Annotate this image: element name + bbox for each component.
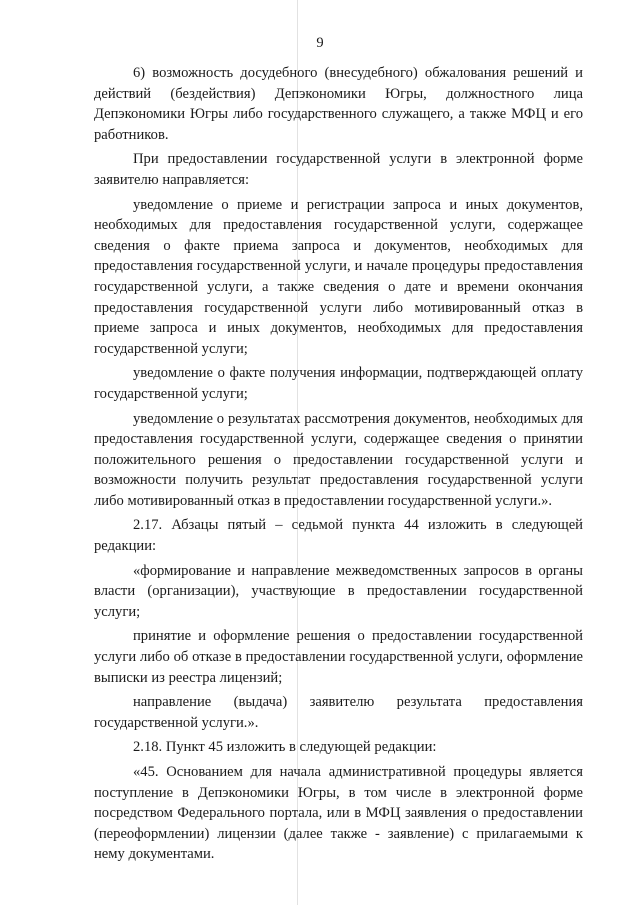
paragraph-clause-45: «45. Основанием для начала административной процедуры является поступление в Депэкономики Югры, в том числе в электронной форме посредством Федерального портала, или в МФЦ заявления о предоставлении (переоформлении) лицензии (далее также - заявление) с прилагаемыми к нему документами. (94, 764, 583, 863)
paragraph-notification-receipt: уведомление о приеме и регистрации запроса и иных документов, необходимых для предоставления государственной услуги, содержащее сведения о факте приема запроса и документов, необходимых для предоставления государственной услуги, и начале процедуры предоставления государственной услуги, а также сведения о дате и времени окончания предоставления государственной услуги либо мотивированный отказ в приеме запроса и иных документов, необходимых для предоставления государственной услуги; (94, 196, 583, 357)
document-body (94, 63, 583, 865)
paragraph-amendment-2-18: 2.18. Пункт 45 изложить в следующей редакции: (133, 739, 437, 756)
paragraph-notification-results: уведомление о результатах рассмотрения документов, необходимых для предоставления государственной услуги, содержащее сведения о принятии положительного решения о предоставлении государственной услуги и возможности получить результат предоставления государственной услуги либо мотивированный отказ в предоставлении государственной услуги.». (94, 410, 583, 509)
paragraph-amendment-2-17: 2.17. Абзацы пятый – седьмой пункта 44 изложить в следующей редакции: (94, 517, 583, 555)
paragraph-electronic-notifications-intro: При предоставлении государственной услуги в электронной форме заявителю направляется: (94, 151, 583, 188)
paragraph-result-delivery: направление (выдача) заявителю результата предоставления государственной услуги.». (94, 694, 583, 731)
paragraph-notification-payment: уведомление о факте получения информации, подтверждающей оплату государственной услуги; (94, 365, 583, 402)
page-number: 9 (316, 35, 324, 51)
paragraph-appeal-right: 6) возможность досудебного (внесудебного) обжалования решений и действий (бездействия) Депэкономики Югры, должностного лица Депэкономики Югры либо государственного служащего, а также МФЦ и его работников. (94, 65, 583, 143)
paragraph-interagency-requests: «формирование и направление межведомственных запросов в органы власти (организации), участвующие в предоставлении государственной услуги; (94, 562, 583, 620)
paragraph-decision-making: принятие и оформление решения о предоставлении государственной услуги либо об отказе в предоставлении государственной услуги, оформление выписки из реестра лицензий; (94, 628, 583, 686)
